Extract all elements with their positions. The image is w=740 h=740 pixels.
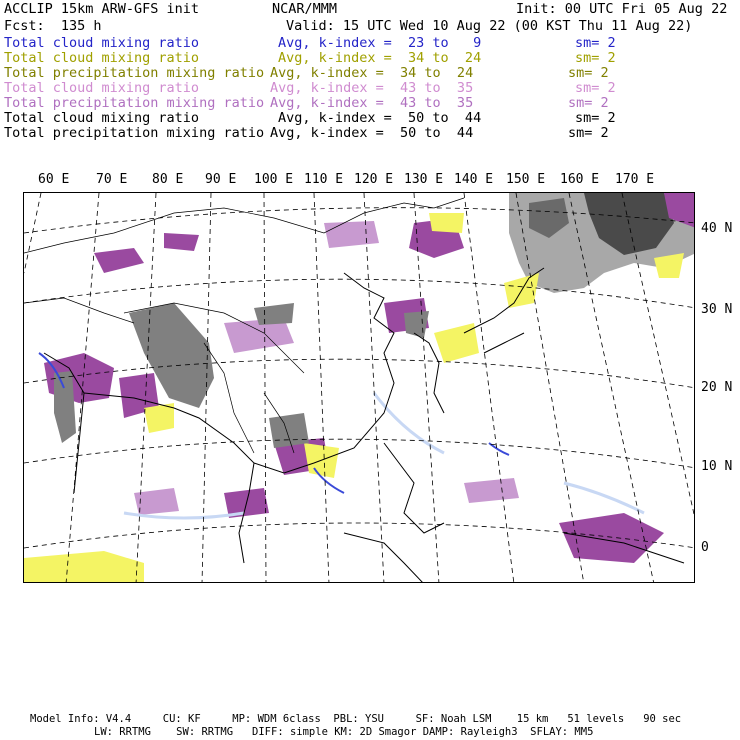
lon-label-130e: 130 E <box>404 172 444 187</box>
organization-label: NCAR/MMM <box>272 1 338 17</box>
legend-smoothing: sm= 2 <box>568 65 609 81</box>
forecast-hour-label: Fcst: 135 h <box>4 18 102 34</box>
legend-field-label: Total precipitation mixing ratio <box>4 65 265 81</box>
lon-label-170e: 170 E <box>615 172 655 187</box>
legend-smoothing: sm= 2 <box>575 35 616 51</box>
legend-smoothing: sm= 2 <box>568 125 609 141</box>
lat-label-20n: 20 N <box>701 380 733 395</box>
legend-smoothing: sm= 2 <box>575 50 616 66</box>
legend-smoothing: sm= 2 <box>575 110 616 126</box>
valid-time-label: Valid: 15 UTC Wed 10 Aug 22 (00 KST Thu 11 Aug 22) <box>286 18 693 34</box>
lon-label-100e: 100 E <box>254 172 294 187</box>
lon-label-90e: 90 E <box>205 172 237 187</box>
model-info-line2: LW: RRTMG SW: RRTMG DIFF: simple KM: 2D Smagor DAMP: Rayleigh3 SFLAY: MM5 <box>94 726 594 738</box>
legend-kindex-range: Avg, k-index = 34 to 24 <box>278 50 482 66</box>
legend-field-label: Total cloud mixing ratio <box>4 35 200 51</box>
lon-label-150e: 150 E <box>506 172 546 187</box>
model-info-line1: Model Info: V4.4 CU: KF MP: WDM 6class PBL: YSU SF: Noah LSM 15 km 51 levels 90 sec <box>30 713 682 725</box>
forecast-map <box>23 192 695 583</box>
lat-label-0: 0 <box>701 540 709 555</box>
legend-kindex-range: Avg, k-index = 23 to 9 <box>278 35 482 51</box>
lat-label-30n: 30 N <box>701 302 733 317</box>
legend-field-label: Total precipitation mixing ratio <box>4 125 265 141</box>
legend-kindex-range: Avg, k-index = 34 to 24 <box>270 65 474 81</box>
map-canvas <box>24 193 695 583</box>
legend-kindex-range: Avg, k-index = 50 to 44 <box>278 110 482 126</box>
model-title: ACCLIP 15km ARW-GFS init <box>4 1 200 17</box>
lat-label-40n: 40 N <box>701 221 733 236</box>
legend-field-label: Total cloud mixing ratio <box>4 110 200 126</box>
lon-label-60e: 60 E <box>38 172 70 187</box>
legend-field-label: Total cloud mixing ratio <box>4 50 200 66</box>
lon-label-70e: 70 E <box>96 172 128 187</box>
legend-smoothing: sm= 2 <box>568 95 609 111</box>
lat-label-10n: 10 N <box>701 459 733 474</box>
legend-kindex-range: Avg, k-index = 50 to 44 <box>270 125 474 141</box>
legend-field-label: Total cloud mixing ratio <box>4 80 200 96</box>
legend-kindex-range: Avg, k-index = 43 to 35 <box>270 80 474 96</box>
lon-label-110e: 110 E <box>304 172 344 187</box>
init-time-label: Init: 00 UTC Fri 05 Aug 22 <box>516 1 728 17</box>
lon-label-120e: 120 E <box>354 172 394 187</box>
legend-smoothing: sm= 2 <box>575 80 616 96</box>
lon-label-80e: 80 E <box>152 172 184 187</box>
lon-label-160e: 160 E <box>560 172 600 187</box>
lon-label-140e: 140 E <box>454 172 494 187</box>
legend-field-label: Total precipitation mixing ratio <box>4 95 265 111</box>
legend-kindex-range: Avg, k-index = 43 to 35 <box>270 95 474 111</box>
